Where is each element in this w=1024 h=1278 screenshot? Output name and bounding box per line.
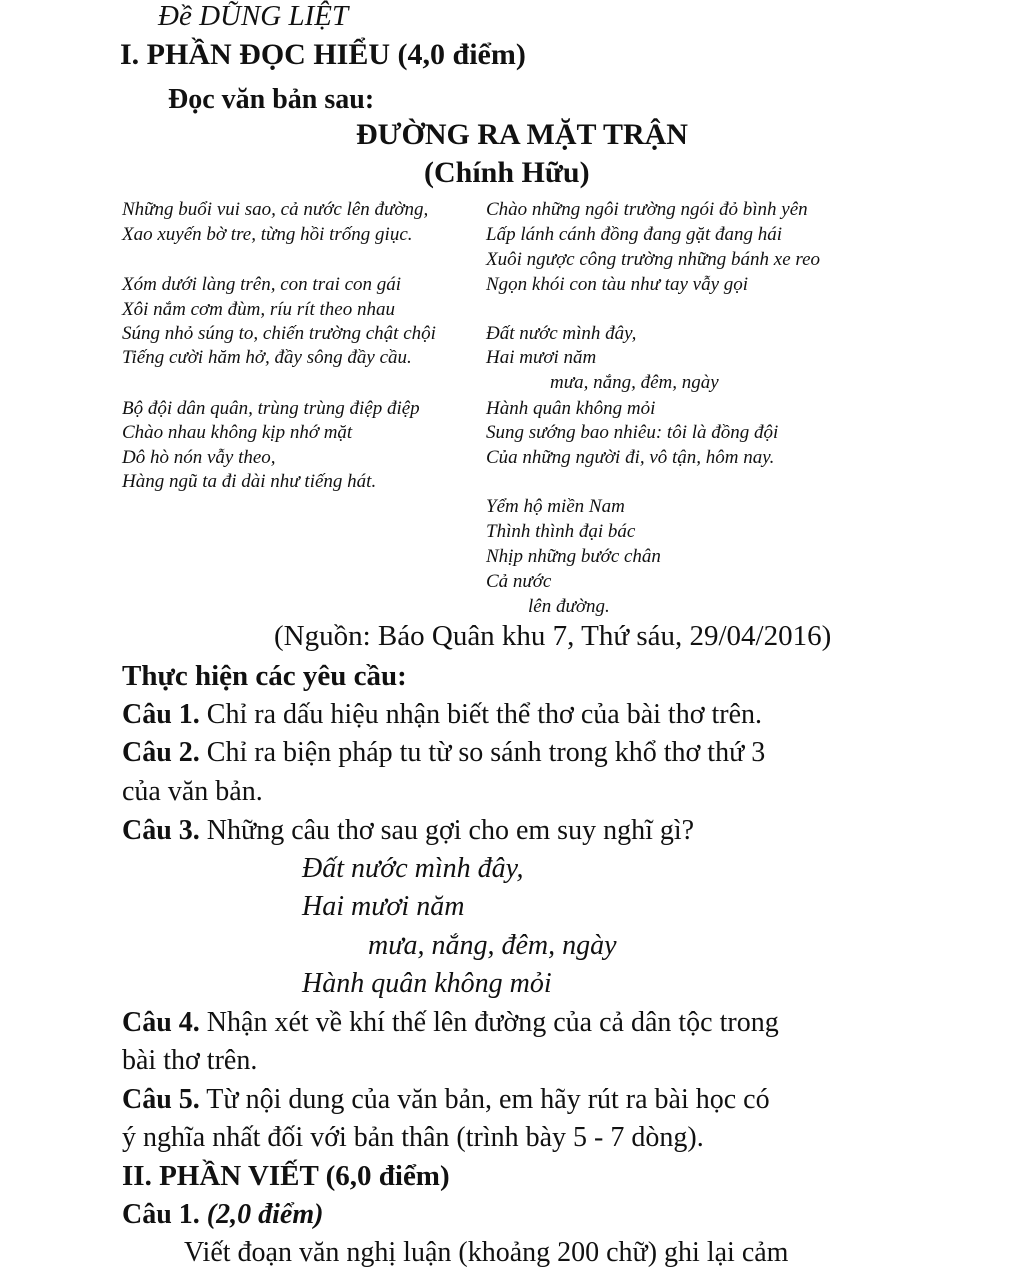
poem-left-line: Dô hò nón vẫy theo, [122, 447, 276, 468]
question-3-quote-line: Đất nước mình đây, [302, 853, 524, 884]
question-4-text: Nhận xét về khí thế lên đường của cả dân tộc trong [199, 1007, 779, 1038]
poem-left-line: Xóm dưới làng trên, con trai con gái [122, 274, 402, 295]
poem-right-line: Hai mươi năm [486, 347, 597, 368]
poem-left-line: Hàng ngũ ta đi dài như tiếng hát. [122, 471, 377, 492]
poem-left-line: Xao xuyến bờ tre, từng hồi trống giục. [122, 224, 413, 245]
poem-author: (Chính Hữu) [424, 156, 590, 189]
poem-right-line: lên đường. [528, 596, 610, 617]
question-3-text: Những câu thơ sau gợi cho em suy nghĩ gì? [199, 815, 695, 846]
question-5-text: Từ nội dung của văn bản, em hãy rút ra bài học có [199, 1084, 770, 1115]
question-1-text: Chỉ ra dấu hiệu nhận biết thể thơ của bài thơ trên. [199, 699, 763, 730]
question-5 [122, 1084, 770, 1116]
exam-name: Đề DŨNG LIỆT [158, 0, 349, 32]
section2-question-1-points: (2,0 điểm) [206, 1199, 324, 1230]
section2-title: II. PHẦN VIẾT (6,0 điểm) [122, 1160, 450, 1192]
poem-left-line: Những buổi vui sao, cả nước lên đường, [122, 199, 429, 220]
poem-right-line: Ngọn khói con tàu như tay vẫy gọi [486, 274, 749, 295]
question-2-text: Chỉ ra biện pháp tu từ so sánh trong khổ thơ thứ 3 [199, 737, 766, 768]
question-1-label: Câu 1. [122, 699, 200, 730]
question-1 [122, 699, 762, 731]
poem-right-line: Cả nước [486, 571, 552, 592]
poem-right-line: Yểm hộ miền Nam [486, 496, 625, 517]
poem-right-line: Thình thình đại bác [486, 521, 636, 542]
tasks-heading: Thực hiện các yêu cầu: [122, 660, 407, 692]
question-3-label: Câu 3. [122, 815, 200, 846]
question-2 [122, 737, 765, 769]
question-4 [122, 1007, 779, 1039]
poem-left-line: Xôi nắm cơm đùm, ríu rít theo nhau [122, 299, 395, 320]
question-4-text-cont: bài thơ trên. [122, 1045, 258, 1076]
question-2-text-cont: của văn bản. [122, 776, 263, 807]
question-2-label: Câu 2. [122, 737, 200, 768]
question-4-label: Câu 4. [122, 1007, 200, 1038]
poem-right-line: Đất nước mình đây, [486, 323, 637, 344]
section2-question-1 [122, 1199, 323, 1231]
poem-right-line: Xuôi ngược công trường những bánh xe reo [486, 249, 821, 270]
question-5-label: Câu 5. [122, 1084, 200, 1115]
poem-right-line: Sung sướng bao nhiêu: tôi là đồng đội [486, 422, 779, 443]
section2-question-1-text: Viết đoạn văn nghị luận (khoảng 200 chữ) ghi lại cảm [184, 1237, 789, 1268]
poem-left-line: Súng nhỏ súng to, chiến trường chật chội [122, 323, 436, 344]
poem-right-line: Của những người đi, vô tận, hôm nay. [486, 447, 775, 468]
poem-title: ĐƯỜNG RA MẶT TRẬN [356, 118, 688, 151]
section1-title: I. PHẦN ĐỌC HIỂU (4,0 điểm) [120, 38, 526, 71]
poem-right-line: Hành quân không mỏi [486, 398, 656, 419]
question-5-text-cont: ý nghĩa nhất đối với bản thân (trình bày 5 - 7 dòng). [122, 1122, 704, 1153]
poem-source: (Nguồn: Báo Quân khu 7, Thứ sáu, 29/04/2016) [274, 620, 832, 652]
poem-right-line: Lấp lánh cánh đồng đang gặt đang hái [486, 224, 783, 245]
poem-left-line: Bộ đội dân quân, trùng trùng điệp điệp [122, 398, 420, 419]
question-3 [122, 815, 694, 847]
poem-right-line: mưa, nắng, đêm, ngày [550, 372, 719, 393]
poem-left-line: Tiếng cười hăm hở, đầy sông đầy cầu. [122, 347, 412, 368]
question-3-quote-line: Hành quân không mỏi [302, 968, 552, 999]
question-3-quote-line: Hai mươi năm [302, 891, 465, 922]
read-instruction: Đọc văn bản sau: [168, 84, 375, 115]
question-3-quote-line: mưa, nắng, đêm, ngày [368, 930, 617, 961]
section2-question-1-label: Câu 1. [122, 1199, 200, 1230]
poem-right-line: Nhịp những bước chân [486, 546, 661, 567]
poem-left-line: Chào nhau không kịp nhớ mặt [122, 422, 353, 443]
poem-right-line: Chào những ngôi trường ngói đỏ bình yên [486, 199, 808, 220]
